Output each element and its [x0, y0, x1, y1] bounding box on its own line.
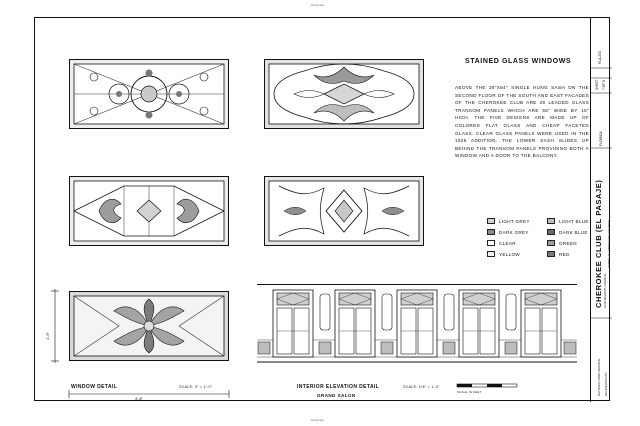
title-block-state: FLORIDA [599, 131, 603, 146]
scale-bar-label: SCALE IN FEET [457, 390, 482, 394]
legend-label: RED [559, 251, 570, 257]
title-block-sheet-label: SHEET [595, 79, 599, 90]
title-block-credit: NATIONAL PARK SERVICE [597, 358, 601, 396]
title-block-project-title: CHEROKEE CLUB (EL PASAJE) [594, 179, 603, 308]
legend-label: LIGHT GREY [499, 218, 530, 224]
color-legend [453, 218, 589, 274]
legend-swatch [487, 229, 495, 235]
crop-mark-top: Crop Line [311, 3, 325, 7]
window-detail-width-dimension: 4'-8" [135, 396, 143, 401]
elevation-transom [339, 293, 371, 305]
elevation-wainscot-panel [443, 342, 455, 354]
title-block [590, 18, 611, 402]
title-block-sheet-number: 7 OF 8 [602, 80, 606, 90]
legend-swatch [487, 251, 495, 257]
stained-glass-panel-2 [264, 59, 424, 129]
elevation-wainscot-panel [564, 342, 576, 354]
elevation-transom [525, 293, 557, 305]
legend-label: CLEAR [499, 240, 516, 246]
crop-mark-bottom: Crop Line [311, 418, 325, 422]
elevation-pilaster-panel [320, 294, 330, 330]
elevation-wainscot-panel [381, 342, 393, 354]
notes-title: STAINED GLASS WINDOWS [465, 58, 572, 65]
legend-label: LIGHT BLUE [559, 218, 589, 224]
title-block-drawn-by: DELINEATED BY: [604, 371, 608, 396]
interior-elevation-drawing [257, 284, 577, 366]
window-detail-caption: WINDOW DETAIL [71, 384, 118, 390]
stained-glass-panel-4 [264, 176, 424, 246]
interior-elevation-caption: INTERIOR ELEVATION DETAIL [297, 384, 380, 390]
legend-swatch [487, 240, 495, 246]
drawing-sheet [34, 17, 610, 401]
elevation-wainscot-panel [505, 342, 517, 354]
title-block-address: 1330 SEVENTH AVENUE [603, 273, 607, 308]
interior-elevation-scale: SCALE: 1/8" = 1'-0" [403, 385, 441, 389]
notes-paragraph: ABOVE THE 39"X84" SINGLE HUNG SASH ON THE SECOND FLOOR OF THE SOUTH AND EAST FACADES OF THE CHEROKEE CLUB ARE 28 LEADED GLASS TRANSOM PANELS WHICH ARE 56" WIDE BY 18" HIGH. THE FIVE DESIGNS ARE MADE UP OF COLORED FLAT GLASS AND CHEAP FACETED GLASS. CLEAR GLASS PANELS WERE USED IN THE 1925 ADDITION. THE LOWER SASH SLIDES UP BEHIND THE TRANSOM PANELS PROVIDING BOTH A WINDOW AND A DOOR TO THE BALCONY. [455, 85, 589, 159]
legend-label: GREEN [559, 240, 577, 246]
elevation-pilaster-panel [382, 294, 392, 330]
legend-swatch [547, 251, 555, 257]
elevation-wainscot-panel [319, 342, 331, 354]
legend-swatch [547, 240, 555, 246]
window-detail-scale: SCALE: 3" = 1'-0" [179, 385, 213, 389]
elevation-transom [401, 293, 433, 305]
elevation-wainscot-panel [258, 342, 270, 354]
elevation-transom [463, 293, 495, 305]
legend-swatch [547, 229, 555, 235]
interior-elevation-subcaption: GRAND SALON [317, 393, 356, 398]
elevation-transom [277, 293, 309, 305]
elevation-pilaster-panel [506, 294, 516, 330]
window-detail-dimension-lines [35, 18, 235, 402]
elevation-pilaster-panel [444, 294, 454, 330]
title-block-survey-number: FLA-253 [598, 50, 602, 64]
legend-swatch [487, 218, 495, 224]
title-block-location: TAMPA HILLSBOROUGH COUNTY [607, 220, 611, 268]
legend-label: DARK BLUE [559, 229, 588, 235]
legend-label: YELLOW [499, 251, 520, 257]
window-detail-height-dimension: 1'-6" [45, 332, 50, 340]
legend-label: DARK GREY [499, 229, 529, 235]
legend-swatch [547, 218, 555, 224]
